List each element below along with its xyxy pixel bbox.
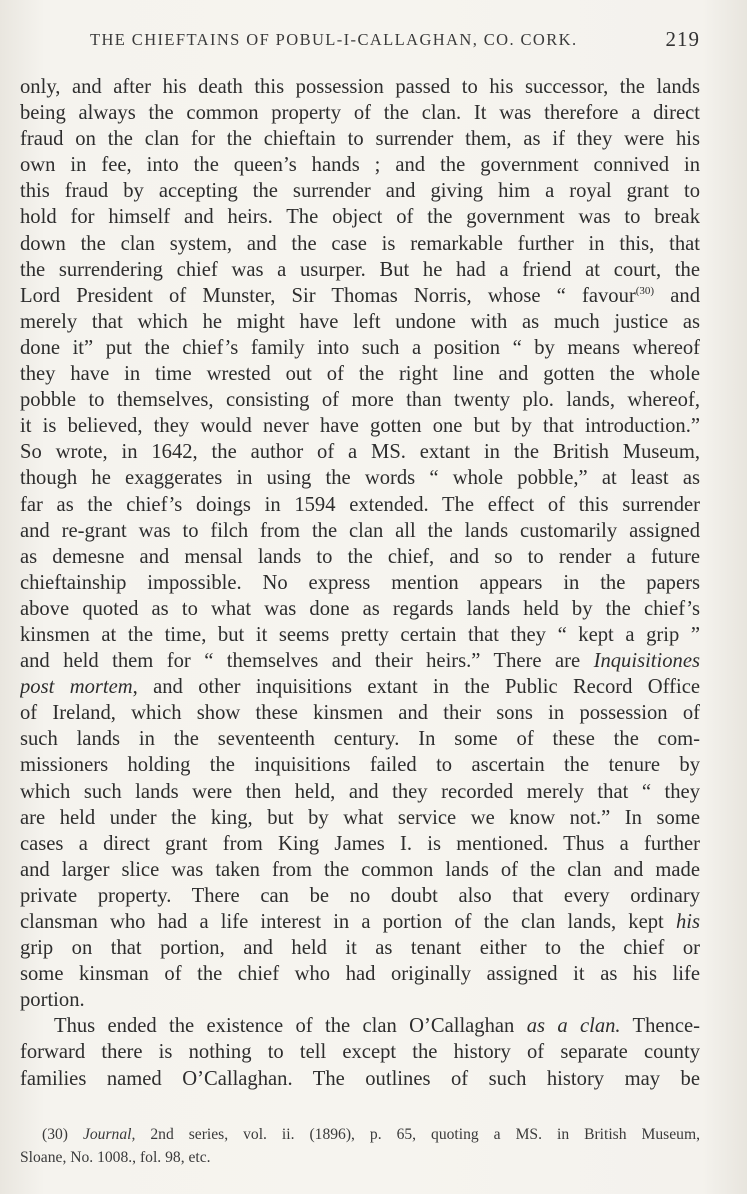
text-line: portion. <box>20 989 85 1012</box>
text-line: such lands in the seventeenth century. In some of these the com- <box>20 728 700 751</box>
text-line: only, and after his death this possession passed to his successor, the lands <box>20 76 700 98</box>
text-line: pobble to themselves, consisting of more than twenty plo. lands, whereof, <box>20 389 700 412</box>
text-line-with-footnote-ref <box>20 283 700 309</box>
text-line: above quoted as to what was done as regards lands held by the chief’s <box>20 597 700 620</box>
text-fragment: 2nd series, vol. ii. (1896), p. 65, quoting a MS. in British Museum, <box>135 1126 700 1143</box>
text-line: it is believed, they would never have gotten one but by that introduction.” <box>20 415 700 438</box>
text-line: as demesne and mensal lands to the chief, and so to render a future <box>20 545 700 568</box>
text-line: down the clan system, and the case is remarkable further in this, that <box>20 232 700 255</box>
text-fragment: and held them for “ themselves and their heirs.” There are <box>20 650 594 673</box>
text-line: grip on that portion, and held it as tenant either to the chief or <box>20 937 700 960</box>
text-line: some kinsman of the chief who had originally assigned it as his life <box>20 963 700 986</box>
text-line: hold for himself and heirs. The object of the government was to break <box>20 206 700 229</box>
footnote-line <box>20 1123 700 1146</box>
text-line: and re-grant was to filch from the clan all the lands customarily assigned <box>20 519 700 542</box>
text-line: being always the common property of the clan. It was therefore a direct <box>20 102 700 125</box>
footnote-line: Sloane, No. 1008., fol. 98, etc. <box>20 1149 211 1166</box>
text-line-with-italic <box>20 648 700 674</box>
text-line: own in fee, into the queen’s hands ; and the government connived in <box>20 154 700 177</box>
text-line-with-italic <box>20 674 700 700</box>
text-line: forward there is nothing to tell except the history of separate county <box>20 1041 700 1064</box>
text-line: they have in time wrested out of the right line and gotten the whole <box>20 363 700 386</box>
text-fragment: Lord President of Munster, Sir Thomas Norris, whose “ favour <box>20 284 636 307</box>
text-line: fraud on the clan for the chieftain to surrender them, as if they were his <box>20 128 700 151</box>
journal-title: Journal, <box>82 1126 136 1143</box>
text-line: families named O’Callaghan. The outlines of such history may be <box>20 1067 700 1090</box>
page-number: 219 <box>665 27 700 51</box>
italic-term: his <box>675 911 700 933</box>
text-line: chieftainship impossible. No express mention appears in the papers <box>20 571 700 594</box>
footnote-marker: (30) <box>42 1126 68 1143</box>
text-line: this fraud by accepting the surrender and giving him a royal grant to <box>20 180 700 203</box>
text-line: though he exaggerates in using the words “ whole pobble,” at least as <box>20 467 700 490</box>
text-line: of Ireland, which show these kinsmen and their sons in possession of <box>20 702 700 725</box>
text-fragment: Thence- <box>620 1015 700 1038</box>
footnote-reference: (30) <box>635 284 655 297</box>
text-line: and larger slice was taken from the common lands of the clan and made <box>20 858 700 881</box>
text-fragment: Thus ended the existence of the clan O’Callaghan <box>54 1015 527 1038</box>
footnote <box>20 1123 700 1169</box>
italic-term: as a clan. <box>526 1015 621 1038</box>
text-line: kinsmen at the time, but it seems pretty certain that they “ kept a grip ” <box>20 623 700 646</box>
text-line: missioners holding the inquisitions failed to ascertain the tenure by <box>20 754 700 777</box>
text-line: the surrendering chief was a usurper. But he had a friend at court, the <box>20 258 700 281</box>
text-fragment: , and other inquisitions extant in the Public Record Office <box>132 676 700 699</box>
text-line-with-italic <box>20 909 700 935</box>
text-line: So wrote, in 1642, the author of a MS. extant in the British Museum, <box>20 441 700 464</box>
text-line: are held under the king, but by what service we know not.” In some <box>20 806 700 829</box>
italic-term: Inquisitiones <box>593 650 700 673</box>
text-line: done it” put the chief’s family into such a position “ by means whereof <box>20 336 700 359</box>
text-line: far as the chief’s doings in 1594 extended. The effect of this surrender <box>20 493 700 516</box>
text-line: merely that which he might have left undone with as much justice as <box>20 310 700 333</box>
text-line: which such lands were then held, and they recorded merely that “ they <box>20 780 700 803</box>
running-title: THE CHIEFTAINS OF POBUL-I-CALLAGHAN, CO. CORK. <box>90 30 578 49</box>
text-line-with-italic <box>20 1013 700 1039</box>
body-text <box>20 74 700 1092</box>
italic-term: post mortem <box>20 676 133 699</box>
page-header <box>20 27 700 56</box>
text-fragment: clansman who had a life interest in a portion of the clan lands, kept <box>20 911 676 933</box>
text-line: private property. There can be no doubt also that every ordinary <box>20 884 700 907</box>
text-fragment: and <box>654 284 700 307</box>
text-line: cases a direct grant from King James I. is mentioned. Thus a further <box>20 832 700 855</box>
